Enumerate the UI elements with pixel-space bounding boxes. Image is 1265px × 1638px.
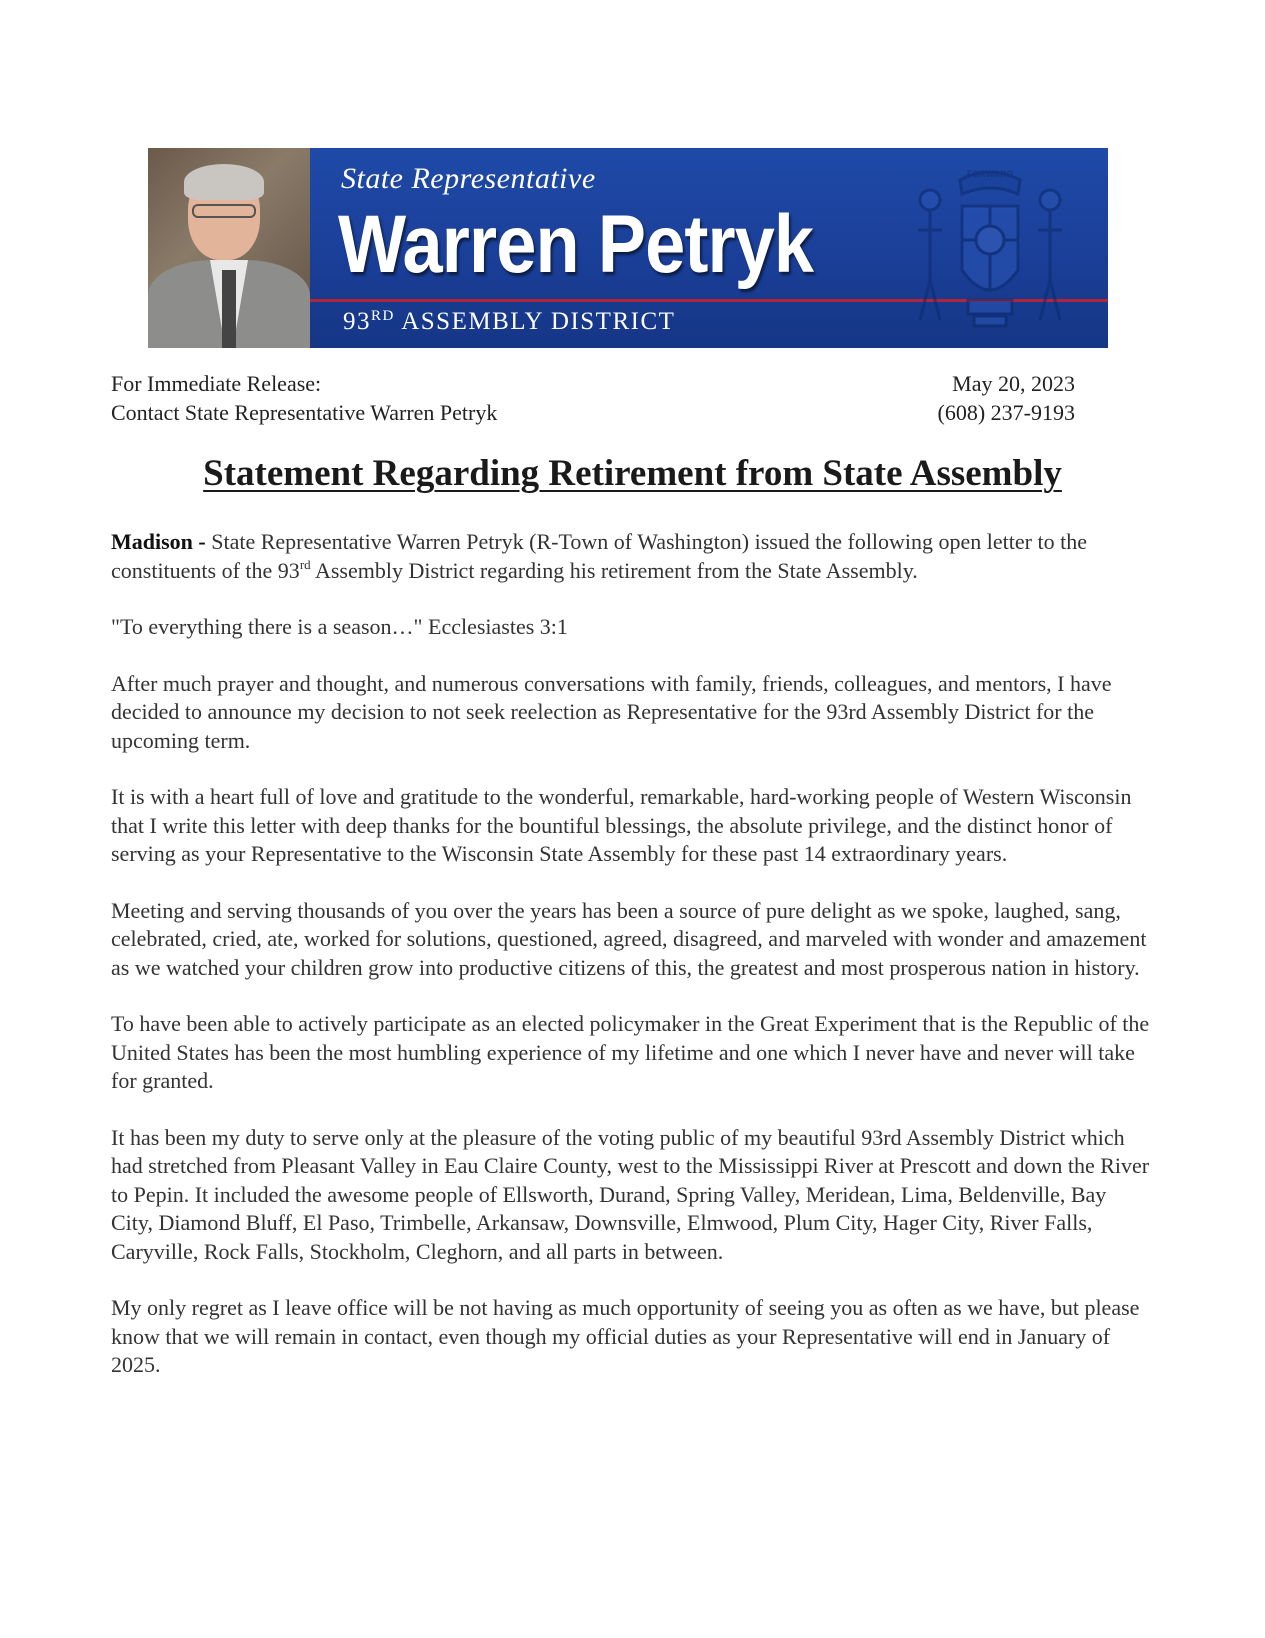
release-phone: (608) 237-9193: [937, 400, 1075, 425]
release-left-block: [111, 369, 497, 427]
wisconsin-seal-icon: [890, 160, 1090, 340]
seal-motto: FORWARD: [966, 169, 1014, 179]
paragraph-decision: After much prayer and thought, and numerous conversations with family, friends, colleagues, and mentors, I have decided to announce my decision to not seek reelection as Representative for the 93rd Assembly District for the upcoming term.: [111, 670, 1112, 753]
banner-district: 93RD ASSEMBLY DISTRICT: [343, 308, 676, 335]
paragraph-district: It has been my duty to serve only at the pleasure of the voting public of my beautiful 93rd Assembly District which had stretched from Pleasant Valley in Eau Claire County, west to the Mississippi River at Prescott and down the River to Pepin. It included the awesome people of Ellsworth, Durand, Spring Valley, Meridean, Lima, Beldenville, Bay City, Diamond Bluff, El Paso, Trimbelle, Arkansaw, Downsville, Elmwood, Plum City, Hager City, River Falls, Caryville, Rock Falls, Stockholm, Cleghorn, and all parts in between.: [111, 1124, 1150, 1264]
paragraph-quote: "To everything there is a season…" Ecclesiastes 3:1: [111, 614, 568, 639]
letter-body: [111, 528, 1151, 1408]
banner-subtitle: State Representative: [341, 162, 596, 195]
paragraph-meeting: Meeting and serving thousands of you over the years has been a source of pure delight as we spoke, laughed, sang, celebrated, cried, ate, worked for solutions, questioned, agreed, disagreed, and marveled with wonder and amazement as we watched your children grow into productive citizens of this, the greatest and most prosperous nation in history.: [111, 897, 1147, 980]
representative-photo: [148, 148, 310, 348]
release-right-block: [938, 369, 1075, 427]
page-title: Statement Regarding Retirement from State Assembly: [203, 453, 1062, 494]
release-contact: Contact State Representative Warren Petryk: [111, 400, 498, 425]
paragraph-gratitude: It is with a heart full of love and gratitude to the wonderful, remarkable, hard-working people of Western Wisconsin that I write this letter with deep thanks for the bountiful blessings, the absolute privilege, and the distinct honor of serving as your Representative to the Wisconsin State Assembly for these past 14 extraordinary years.: [111, 784, 1132, 866]
banner-name: Warren Petryk: [338, 199, 814, 290]
paragraph-intro: Madison - State Representative Warren Petryk (R-Town of Washington) issued the following open letter to the constituents of the 93rd Assembly District regarding his retirement from the State Assembly.: [111, 529, 1087, 583]
release-label: For Immediate Release:: [111, 371, 322, 396]
header-banner: [148, 148, 1108, 348]
paragraph-experiment: To have been able to actively participate as an elected policymaker in the Great Experiment that is the Republic of the United States has been the most humbling experience of my lifetime and one which I never have and never will take for granted.: [111, 1011, 1150, 1093]
paragraph-regret: My only regret as I leave office will be not having as much opportunity of seeing you as often as we have, but please know that we will remain in contact, even though my official duties as your Representative will end in January of 2025.: [111, 1295, 1140, 1377]
release-date: May 20, 2023: [952, 371, 1075, 396]
